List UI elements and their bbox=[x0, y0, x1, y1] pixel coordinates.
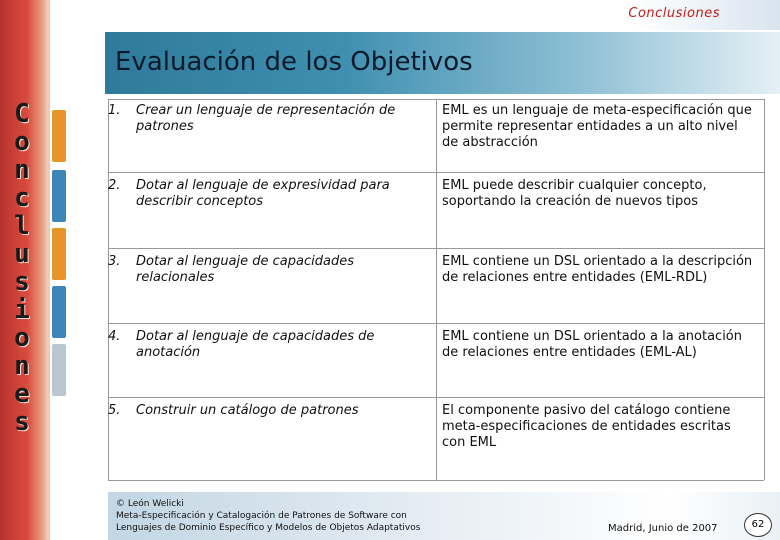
title-bar bbox=[105, 32, 780, 94]
table-row-divider bbox=[108, 323, 764, 324]
table-row-divider bbox=[108, 248, 764, 249]
objective-cell: 5. Construir un catálogo de patrones bbox=[108, 403, 359, 418]
footer-credits bbox=[116, 498, 420, 534]
deco-bar-gray bbox=[52, 344, 66, 396]
vertical-section-word: C o n c l u s i o n e s bbox=[14, 99, 30, 437]
page-number: 62 bbox=[744, 513, 772, 537]
section-tag: Conclusiones bbox=[628, 6, 720, 21]
objective-cell: 2. Dotar al lenguaje de expresividad para describir conceptos bbox=[108, 178, 390, 209]
slide-title: Evaluación de los Objetivos bbox=[115, 47, 473, 77]
deco-bar-orange bbox=[52, 110, 66, 162]
result-cell: EML puede describir cualquier concepto, soportando la creación de nuevos tipos bbox=[442, 178, 707, 209]
table-row-divider bbox=[108, 99, 764, 100]
objective-cell: 1. Crear un lenguaje de representación de patrones bbox=[108, 103, 396, 134]
deco-bar-blue bbox=[52, 170, 66, 222]
footer-line: Lenguajes de Dominio Específico y Modelos de Objetos Adaptativos bbox=[116, 523, 421, 533]
result-cell: EML contiene un DSL orientado a la anotación de relaciones entre entidades (EML-AL) bbox=[442, 329, 743, 360]
table-border-left bbox=[108, 99, 109, 480]
table-row-divider bbox=[108, 397, 764, 398]
table-border-right bbox=[764, 99, 765, 480]
footer-date: Madrid, Junio de 2007 bbox=[608, 523, 718, 534]
result-cell: El componente pasivo del catálogo contiene meta-especificaciones de entidades escritas con EML bbox=[442, 403, 731, 450]
result-cell: EML contiene un DSL orientado a la descripción de relaciones entre entidades (EML-RDL) bbox=[442, 254, 753, 285]
footer-author: © León Welicki bbox=[116, 499, 184, 509]
table-row-divider bbox=[108, 172, 764, 173]
deco-bar-blue bbox=[52, 286, 66, 338]
objective-cell: 4. Dotar al lenguaje de capacidades de anotación bbox=[108, 329, 375, 360]
result-cell: EML es un lenguaje de meta-especificación que permite representar entidades a un alto nivel de abstracción bbox=[442, 103, 752, 150]
objective-cell: 3. Dotar al lenguaje de capacidades relacionales bbox=[108, 254, 354, 285]
header-strip bbox=[555, 0, 780, 30]
table-column-divider bbox=[436, 99, 437, 480]
footer-line: Meta-Especificación y Catalogación de Patrones de Software con bbox=[116, 511, 407, 521]
deco-bar-orange bbox=[52, 228, 66, 280]
table-row-divider bbox=[108, 480, 764, 481]
